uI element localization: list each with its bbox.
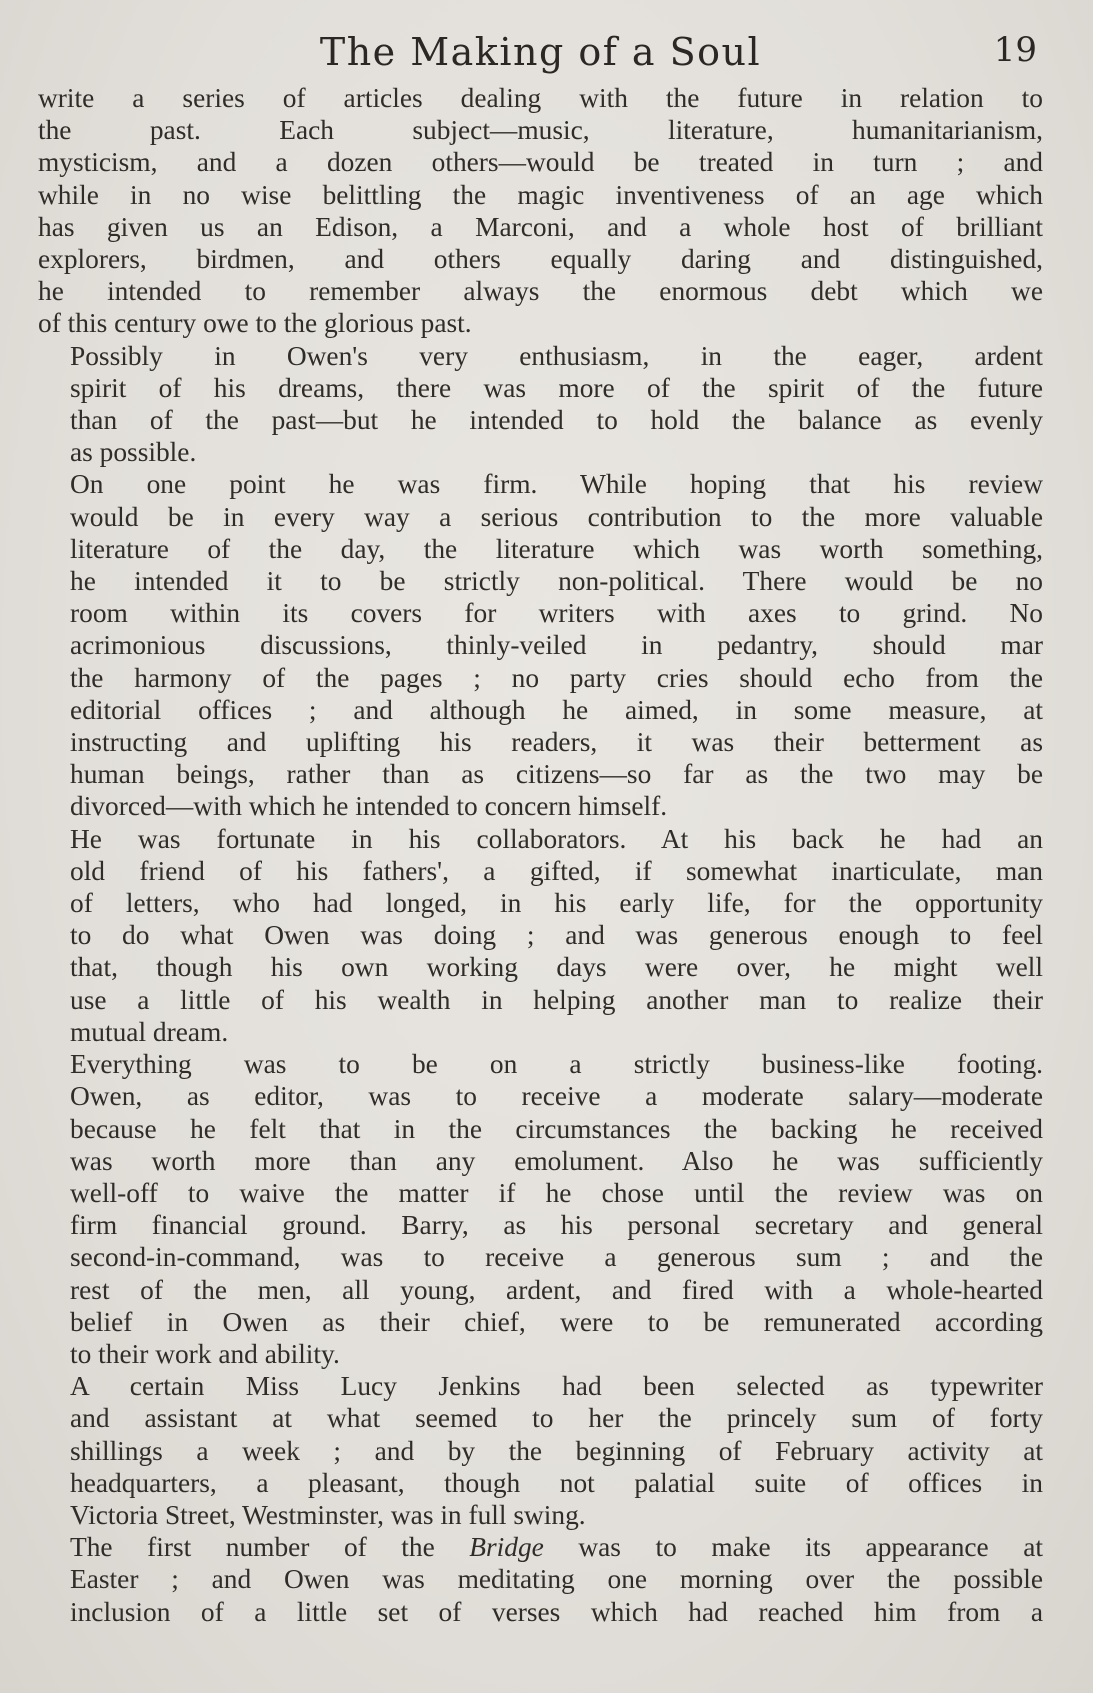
text-line: firm financial ground. Barry, as his personal secretary and general xyxy=(70,1210,1043,1241)
text-line: room within its covers for writers with axes to grind. No xyxy=(70,598,1043,629)
text-line: and assistant at what seemed to her the princely sum of forty xyxy=(70,1403,1043,1434)
text-line: mysticism, and a dozen others—would be treated in turn ; and xyxy=(38,147,1043,178)
text-line: because he felt that in the circumstances the backing he received xyxy=(70,1113,1043,1144)
text-line: well-off to waive the matter if he chose until the review was on xyxy=(70,1177,1043,1208)
text-line: rest of the men, all young, ardent, and fired with a whole-hearted xyxy=(70,1274,1043,1305)
text-line: shillings a week ; and by the beginning of February activity at xyxy=(70,1435,1043,1466)
text-line: Possibly in Owen's very enthusiasm, in the eager, ardent xyxy=(70,340,1043,371)
text-run: The first number of the xyxy=(70,1532,470,1563)
text-line: He was fortunate in his collaborators. At his back he had an xyxy=(70,823,1043,854)
text-line: to their work and ability. xyxy=(70,1338,340,1369)
text-line: belief in Owen as their chief, were to be remunerated according xyxy=(70,1306,1043,1337)
text-line: headquarters, a pleasant, though not palatial suite of offices in xyxy=(70,1467,1043,1498)
text-line: write a series of articles dealing with the future in relation to xyxy=(38,83,1043,113)
text-line: spirit of his dreams, there was more of the spirit of the future xyxy=(70,372,1043,403)
text-line: old friend of his fathers', a gifted, if somewhat inarticulate, man xyxy=(70,855,1043,886)
text-line: instructing and uplifting his readers, it was their betterment as xyxy=(70,727,1043,758)
text-run: Easter ; and Owen was meditating one morning over the possible xyxy=(70,1564,1043,1595)
text-line xyxy=(38,1531,1043,1563)
paragraph xyxy=(38,468,1043,822)
running-head xyxy=(38,22,1043,82)
text-line: has given us an Edison, a Marconi, and a whole host of brilliant xyxy=(38,211,1043,242)
text-line: that, though his own working days were over, he might well xyxy=(70,952,1043,983)
text-line: mutual dream. xyxy=(70,1016,229,1047)
text-line: Everything was to be on a strictly business-like footing. xyxy=(70,1049,1043,1080)
text-line: Victoria Street, Westminster, was in full swing. xyxy=(70,1499,586,1530)
text-line: editorial offices ; and although he aimed, in some measure, at xyxy=(70,694,1043,725)
text-line: A certain Miss Lucy Jenkins had been selected as typewriter xyxy=(70,1371,1043,1402)
text-run: inclusion of a little set of verses which had reached him from a xyxy=(70,1596,1043,1627)
body-text xyxy=(38,82,1043,1628)
text-line: second-in-command, was to receive a generous sum ; and the xyxy=(70,1242,1043,1273)
text-line: than of the past—but he intended to hold the balance as evenly xyxy=(70,405,1043,436)
text-line: of this century owe to the glorious past. xyxy=(38,308,472,339)
text-line: he intended it to be strictly non-political. There would be no xyxy=(70,566,1043,597)
paragraph xyxy=(38,82,1043,340)
paragraph xyxy=(38,340,1043,469)
text-line: explorers, birdmen, and others equally daring and distinguished, xyxy=(38,244,1043,275)
paragraph xyxy=(38,1048,1043,1370)
text-line: human beings, rather than as citizens—so far as the two may be xyxy=(70,759,1043,790)
text-line: the harmony of the pages ; no party cries should echo from the xyxy=(70,662,1043,693)
text-line: literature of the day, the literature which was worth something, xyxy=(70,533,1043,564)
text-line: to do what Owen was doing ; and was generous enough to feel xyxy=(70,920,1043,951)
text-line: On one point he was firm. While hoping that his review xyxy=(70,469,1043,500)
text-line: use a little of his wealth in helping another man to realize their xyxy=(70,984,1043,1015)
text-line: was worth more than any emolument. Also he was sufficiently xyxy=(70,1145,1043,1176)
text-line: acrimonious discussions, thinly-veiled in pedantry, should mar xyxy=(70,630,1043,661)
text-run: was to make its appearance at xyxy=(543,1532,1043,1563)
paragraph xyxy=(38,1370,1043,1531)
italic-title: Bridge xyxy=(469,1532,544,1563)
text-line: would be in every way a serious contribution to the more valuable xyxy=(70,501,1043,532)
page-number: 19 xyxy=(993,30,1037,70)
text-line: Owen, as editor, was to receive a moderate salary—moderate xyxy=(70,1081,1043,1112)
text-line: as possible. xyxy=(70,437,197,468)
text-line xyxy=(38,1563,1043,1595)
paragraph xyxy=(38,823,1043,1048)
running-title: The Making of a Soul xyxy=(319,30,762,74)
text-line: divorced—with which he intended to concern himself. xyxy=(70,791,668,822)
text-line: the past. Each subject—music, literature, humanitarianism, xyxy=(38,115,1043,146)
text-line: he intended to remember always the enormous debt which we xyxy=(38,276,1043,307)
paragraph xyxy=(38,1531,1043,1628)
text-line: of letters, who had longed, in his early life, for the opportunity xyxy=(70,888,1043,919)
text-line xyxy=(38,1596,1043,1628)
text-line: while in no wise belittling the magic inventiveness of an age which xyxy=(38,179,1043,210)
